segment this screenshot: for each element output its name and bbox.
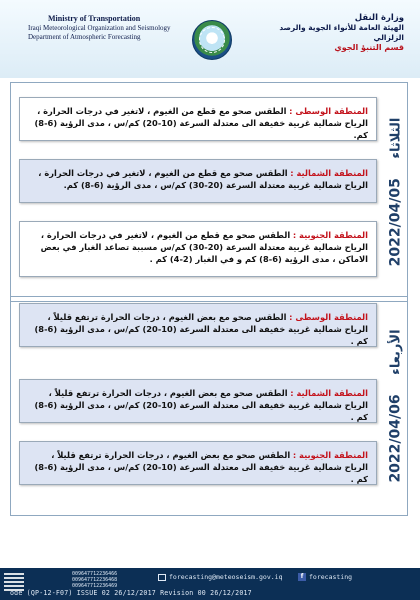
region-name: المنطقة الشمالية : xyxy=(290,168,368,178)
day-name: الأربعاء xyxy=(388,329,404,375)
day-label xyxy=(381,83,407,301)
forecast-text: الطقس صحو مع قطع من الغيوم ، لاتغير في درجات الحرارة ، الرياح شمالية غربية معتدلة السرعة (20-30) كم/س ، مدى الرؤية (6-8) كم. xyxy=(38,168,368,190)
forecast-card-central xyxy=(19,97,377,141)
organization-name-ar: الهيئة العامة للأنواء الجوية والرصد الزلزالي xyxy=(279,23,404,42)
day-label xyxy=(381,297,407,515)
page-header xyxy=(0,0,420,78)
header-english xyxy=(28,14,203,43)
day-date: 2022/04/05 xyxy=(387,178,404,267)
department-name-en: Department of Atmospheric Forecasting xyxy=(28,33,141,41)
phone-number: 009647712236469 xyxy=(72,583,118,589)
region-name: المنطقة الجنوبية : xyxy=(292,450,368,460)
forecast-card-south xyxy=(19,441,377,485)
day-date: 2022/04/06 xyxy=(387,394,404,483)
forecast-text: الطقس صحو مع بعض الغيوم ، درجات الحرارة ترتفع قليلاً ، الرياح شمالية غربية خفيفة الى معتدلة السرعة (10-20) كم/س ، مدى الرؤية (6-8) كم . xyxy=(34,388,368,422)
forecast-text: الطقس صحو مع قطع من الغيوم ، لاتغير في درجات الحرارة ، الرياح شمالية غربية معتدلة السرعة (20-30) كم/س مسببة تصاعد الغبار في بعض الاماكن ، مدى الرؤية (6-8) كم و في الغبار (2-4) كم . xyxy=(40,230,368,264)
qr-code-icon xyxy=(4,571,24,591)
facebook-handle: forecasting xyxy=(309,573,353,581)
phone-numbers xyxy=(72,571,117,589)
organization-name-en: Iraqi Meteorological Organization and Seismology xyxy=(28,23,171,32)
forecast-card-north xyxy=(19,159,377,203)
forecast-text: الطقس صحو مع بعض الغيوم ، درجات الحرارة ترتفع قليلاً ، الرياح شمالية غربية خفيفة الى معتدلة السرعة (10-20) كم/س ، مدى الرؤية (6-8) كم . xyxy=(34,312,368,346)
document-code: ode (QP-12-F07) ISSUE 02 26/12/2017 Revision 00 26/12/2017 xyxy=(10,589,252,597)
forecast-card-north xyxy=(19,379,377,423)
page-footer xyxy=(0,568,420,600)
region-name: المنطقة الشمالية : xyxy=(290,388,368,398)
header-arabic xyxy=(254,13,404,53)
email-contact[interactable] xyxy=(158,573,283,581)
ministry-name-en: Ministry of Transportation xyxy=(48,14,141,23)
department-name-ar: قسم التنبؤ الجوي xyxy=(334,43,404,52)
facebook-icon: f xyxy=(298,573,306,581)
day-section-wednesday xyxy=(10,296,408,516)
forecast-text: الطقس صحو مع قطع من الغيوم ، لاتغير في درجات الحرارة ، الرياح شمالية غربية خفيفة الى معتدلة السرعة (10-20) كم/س ، مدى الرؤية (6-8) كم. xyxy=(34,106,368,140)
region-name: المنطقة الوسطى : xyxy=(289,312,368,322)
forecast-card-south xyxy=(19,221,377,277)
day-section-tuesday xyxy=(10,82,408,302)
day-name: الثلاثاء xyxy=(388,117,404,159)
phone-number: 009647712236466 xyxy=(72,571,118,577)
forecast-card-central xyxy=(19,303,377,347)
forecast-text: الطقس صحو مع بعض الغيوم ، درجات الحرارة ترتفع قليلاً ، الرياح شمالية غربية خفيفة الى معتدلة السرعة (10-20) كم/س ، مدى الرؤية (6-8) كم . xyxy=(34,450,368,484)
email-address: forecasting@meteoseism.gov.iq xyxy=(169,573,283,581)
organization-logo-icon xyxy=(192,20,232,60)
envelope-icon xyxy=(158,574,166,581)
ministry-name-ar: وزارة النقل xyxy=(354,13,404,23)
facebook-contact[interactable] xyxy=(298,573,352,581)
region-name: المنطقة الوسطى : xyxy=(289,106,368,116)
phone-number: 009647712236468 xyxy=(72,577,118,583)
region-name: المنطقة الجنوبية : xyxy=(292,230,368,240)
